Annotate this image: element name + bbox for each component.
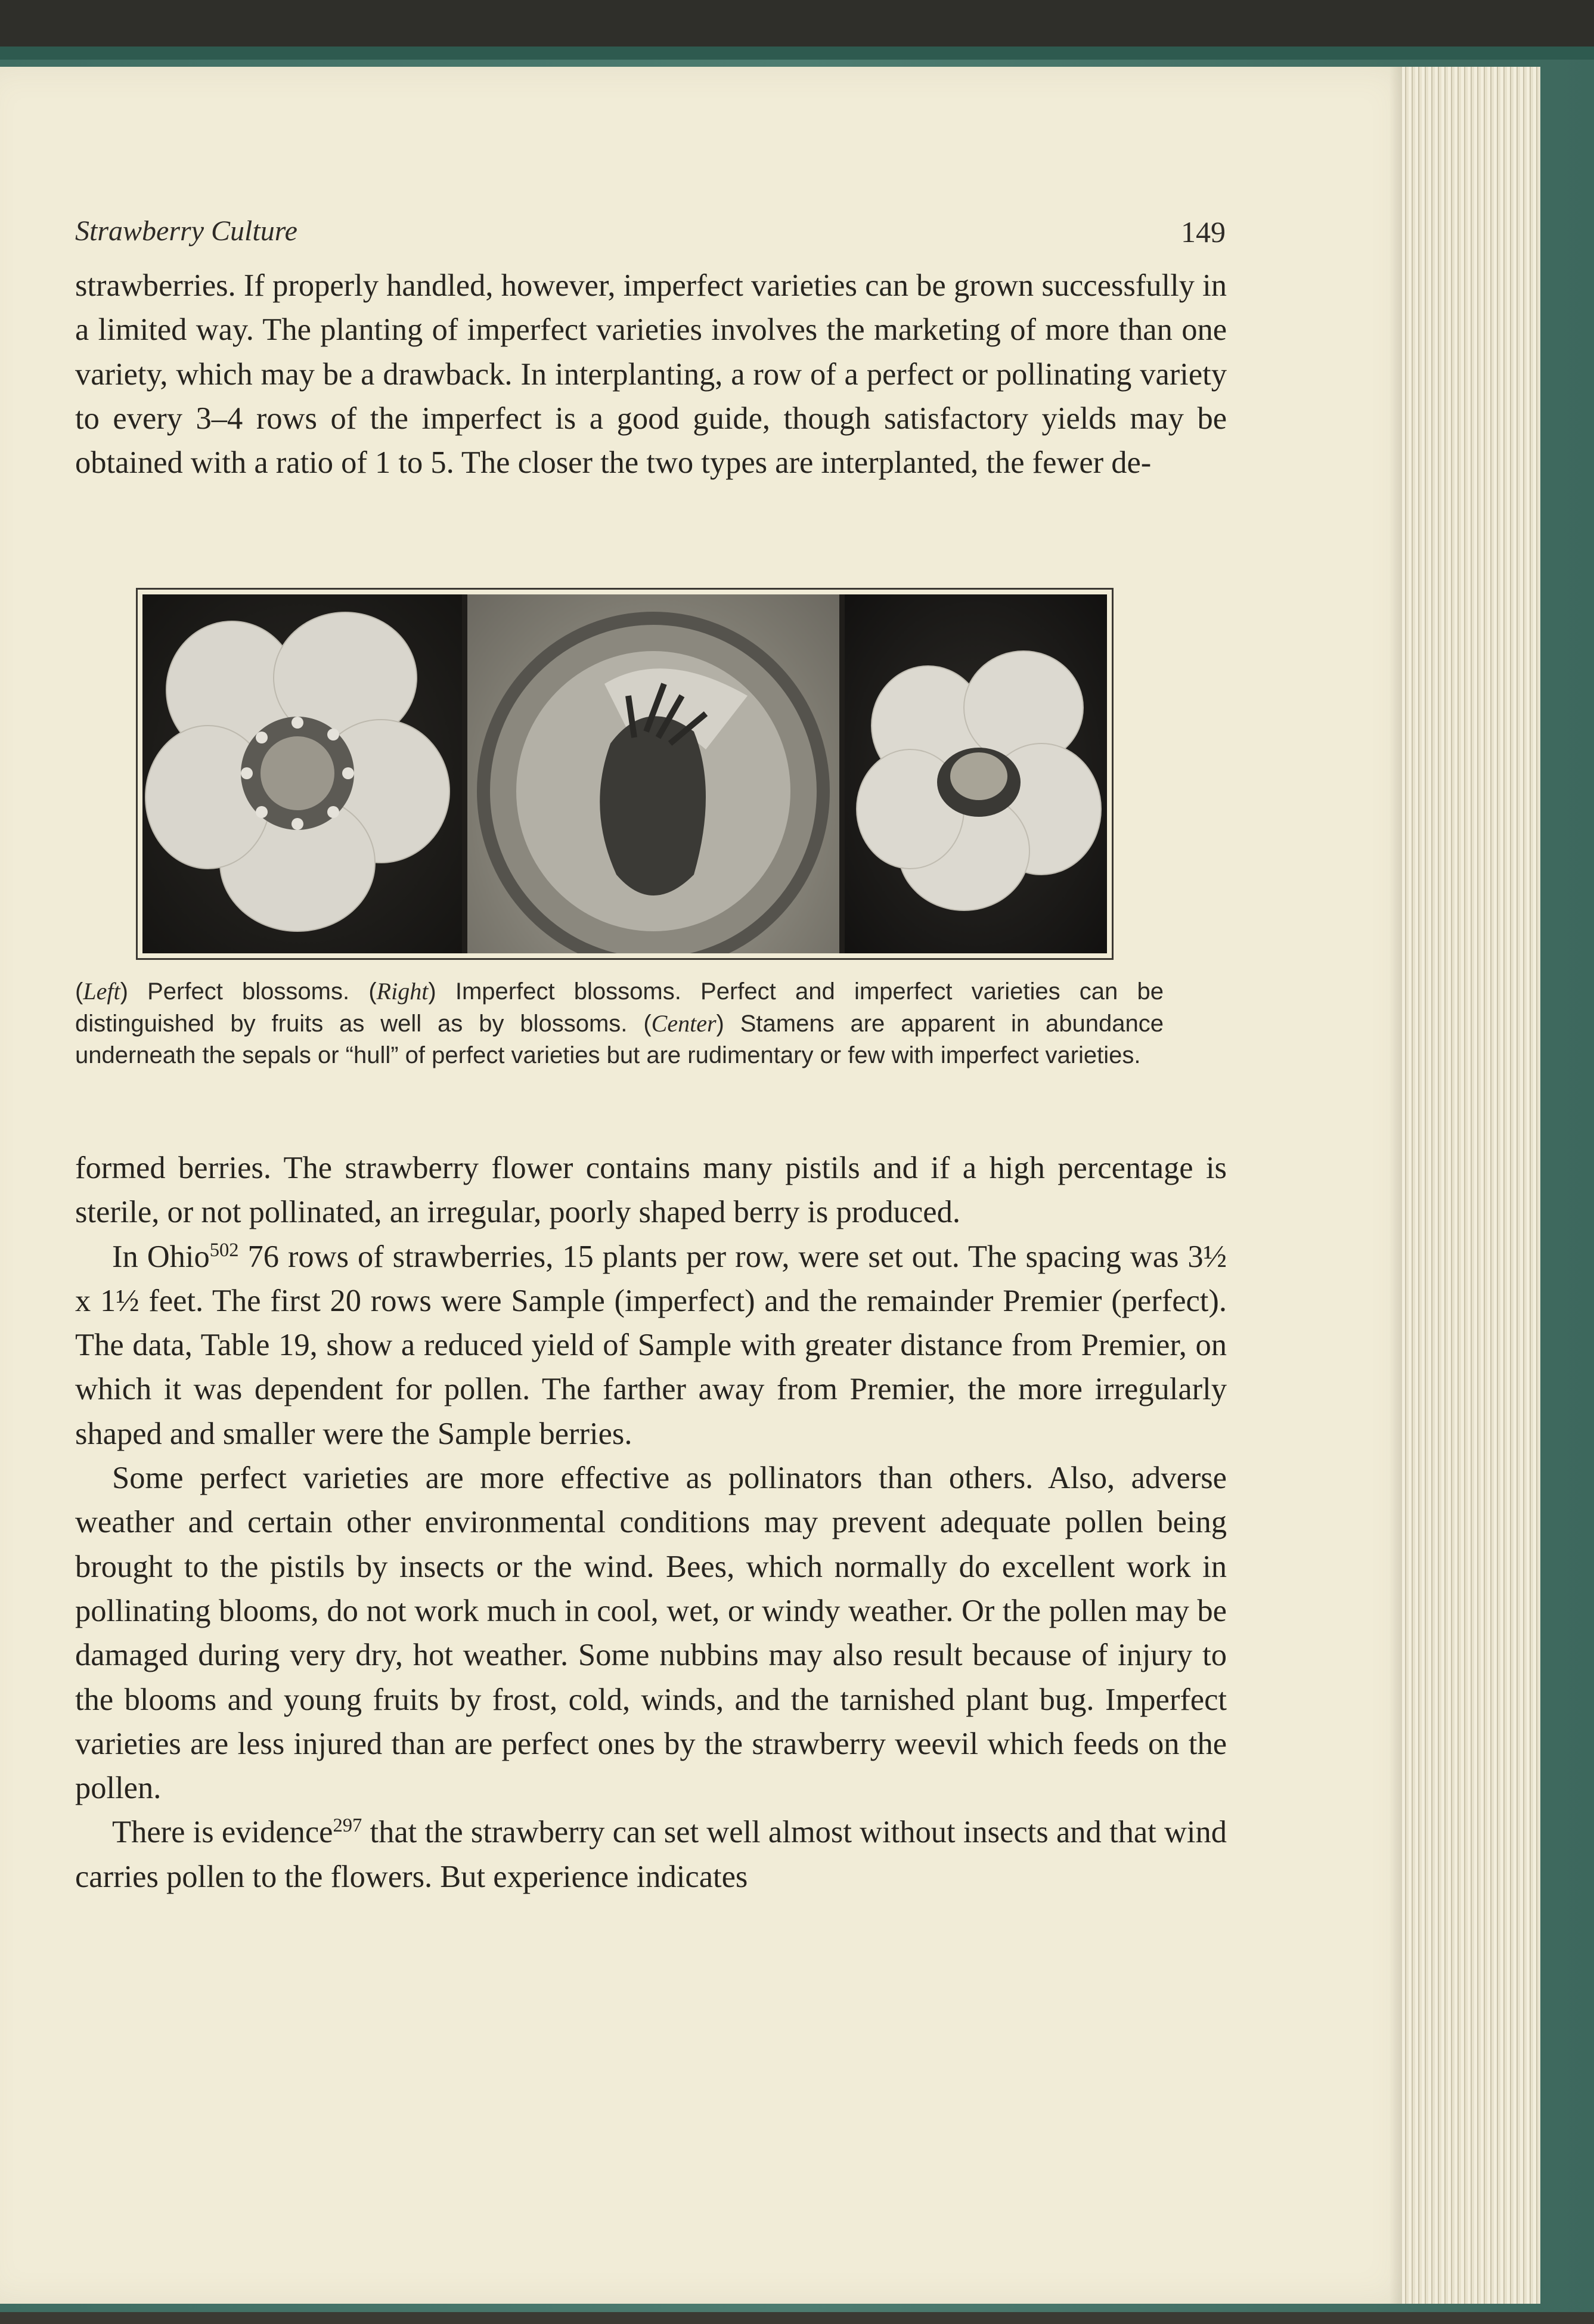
page-number: 149 xyxy=(1181,215,1226,249)
photo-imperfect-blossom xyxy=(845,594,1107,953)
reference-297: 297 xyxy=(333,1815,362,1837)
running-title: Strawberry Culture xyxy=(75,215,297,247)
evidence-text-start: There is evidence xyxy=(112,1815,333,1850)
cover-top-edge xyxy=(0,47,1594,60)
paragraph-ohio-study xyxy=(75,1235,1227,1456)
running-head xyxy=(75,215,1226,256)
figure-photo-frame xyxy=(142,594,1107,953)
paragraph-continued: strawberries. If properly handled, however, imperfect varieties can be grown successfully in a limited way. The planting of imperfect varieties involves the marketing of more than one variety, which may be a drawback. In interplanting, a row of a perfect or pollinating variety to every 3–4 rows of the imperfect is a good guide, though satisfactory yields may be obtained with a ratio of 1 to 5. The closer the two types are interplanted, the fewer de- xyxy=(75,268,1227,481)
paragraph-pollinators: Some perfect varieties are more effective as pollinators than others. Also, adverse weather and certain other environmental conditions may prevent adequate pollen being brought to the pistils by insects or the wind. Bees, which normally do excellent work in pollinating blooms, do not work much in cool, wet, or windy weather. Or the pollen may be damaged during very dry, hot weather. Some nubbins may also result because of injury to the blooms and young fruits by frost, cold, winds, and the tarnished plant bug. Imperfect varieties are less injured than are perfect ones by the strawberry weevil which feeds on the pollen. xyxy=(75,1461,1227,1806)
body-text-bottom xyxy=(75,1146,1227,1899)
photo-perfect-blossom xyxy=(142,594,462,953)
evidence-text-rest: that the strawberry can set well almost without insects and that wind carries pollen to the flowers. But experience indicates xyxy=(75,1815,1227,1894)
figure-caption: (Left) Perfect blossoms. (Right) Imperfect blossoms. Perfect and imperfect varieties can be distinguished by fruits as well as by blossoms. (Center) Stamens are apparent in abundance underneath the sepals or “hull” of perfect varieties but are rudimentary or few with imperfect varieties. xyxy=(75,978,1164,1068)
reference-502: 502 xyxy=(209,1239,239,1261)
caption-text-right: Imperfect blossoms. Perfect and imperfect varieties can be distinguished by fruits as well as by blossoms. xyxy=(75,978,1164,1037)
paragraph-formed-berries: formed berries. The strawberry flower contains many pistils and if a high percentage is sterile, or not pollinated, an irregular, poorly shaped berry is produced. xyxy=(75,1151,1227,1230)
paragraph-evidence xyxy=(75,1810,1227,1899)
figure-photograph xyxy=(136,588,1114,960)
ohio-text-start: In Ohio xyxy=(112,1239,210,1274)
caption-label-left: Left xyxy=(83,978,120,1005)
caption-label-right: Right xyxy=(376,978,429,1005)
body-text-top xyxy=(75,264,1227,485)
page-edges-stack xyxy=(1402,67,1540,2304)
ohio-text-rest: 76 rows of strawberries, 15 plants per row, were set out. The spacing was 3½ x 1½ feet. The first 20 rows were Sample (imperfect) and the remainder Premier (perfect). The data, Table 19, show a reduced yield of Sample with greater distance from Premier, on which it was dependent for pollen. The farther away from Premier, the more irregularly shaped and smaller were the Sample berries. xyxy=(75,1239,1227,1451)
caption-text-center: Stamens are apparent in abundance underneath the sepals or “hull” of perfect varieties but are rudimentary or few with imperfect varieties. xyxy=(75,1011,1164,1068)
photo-berry-section xyxy=(467,594,839,953)
caption-label-center: Center xyxy=(651,1010,717,1037)
caption-text-left: Perfect blossoms. xyxy=(128,978,369,1005)
